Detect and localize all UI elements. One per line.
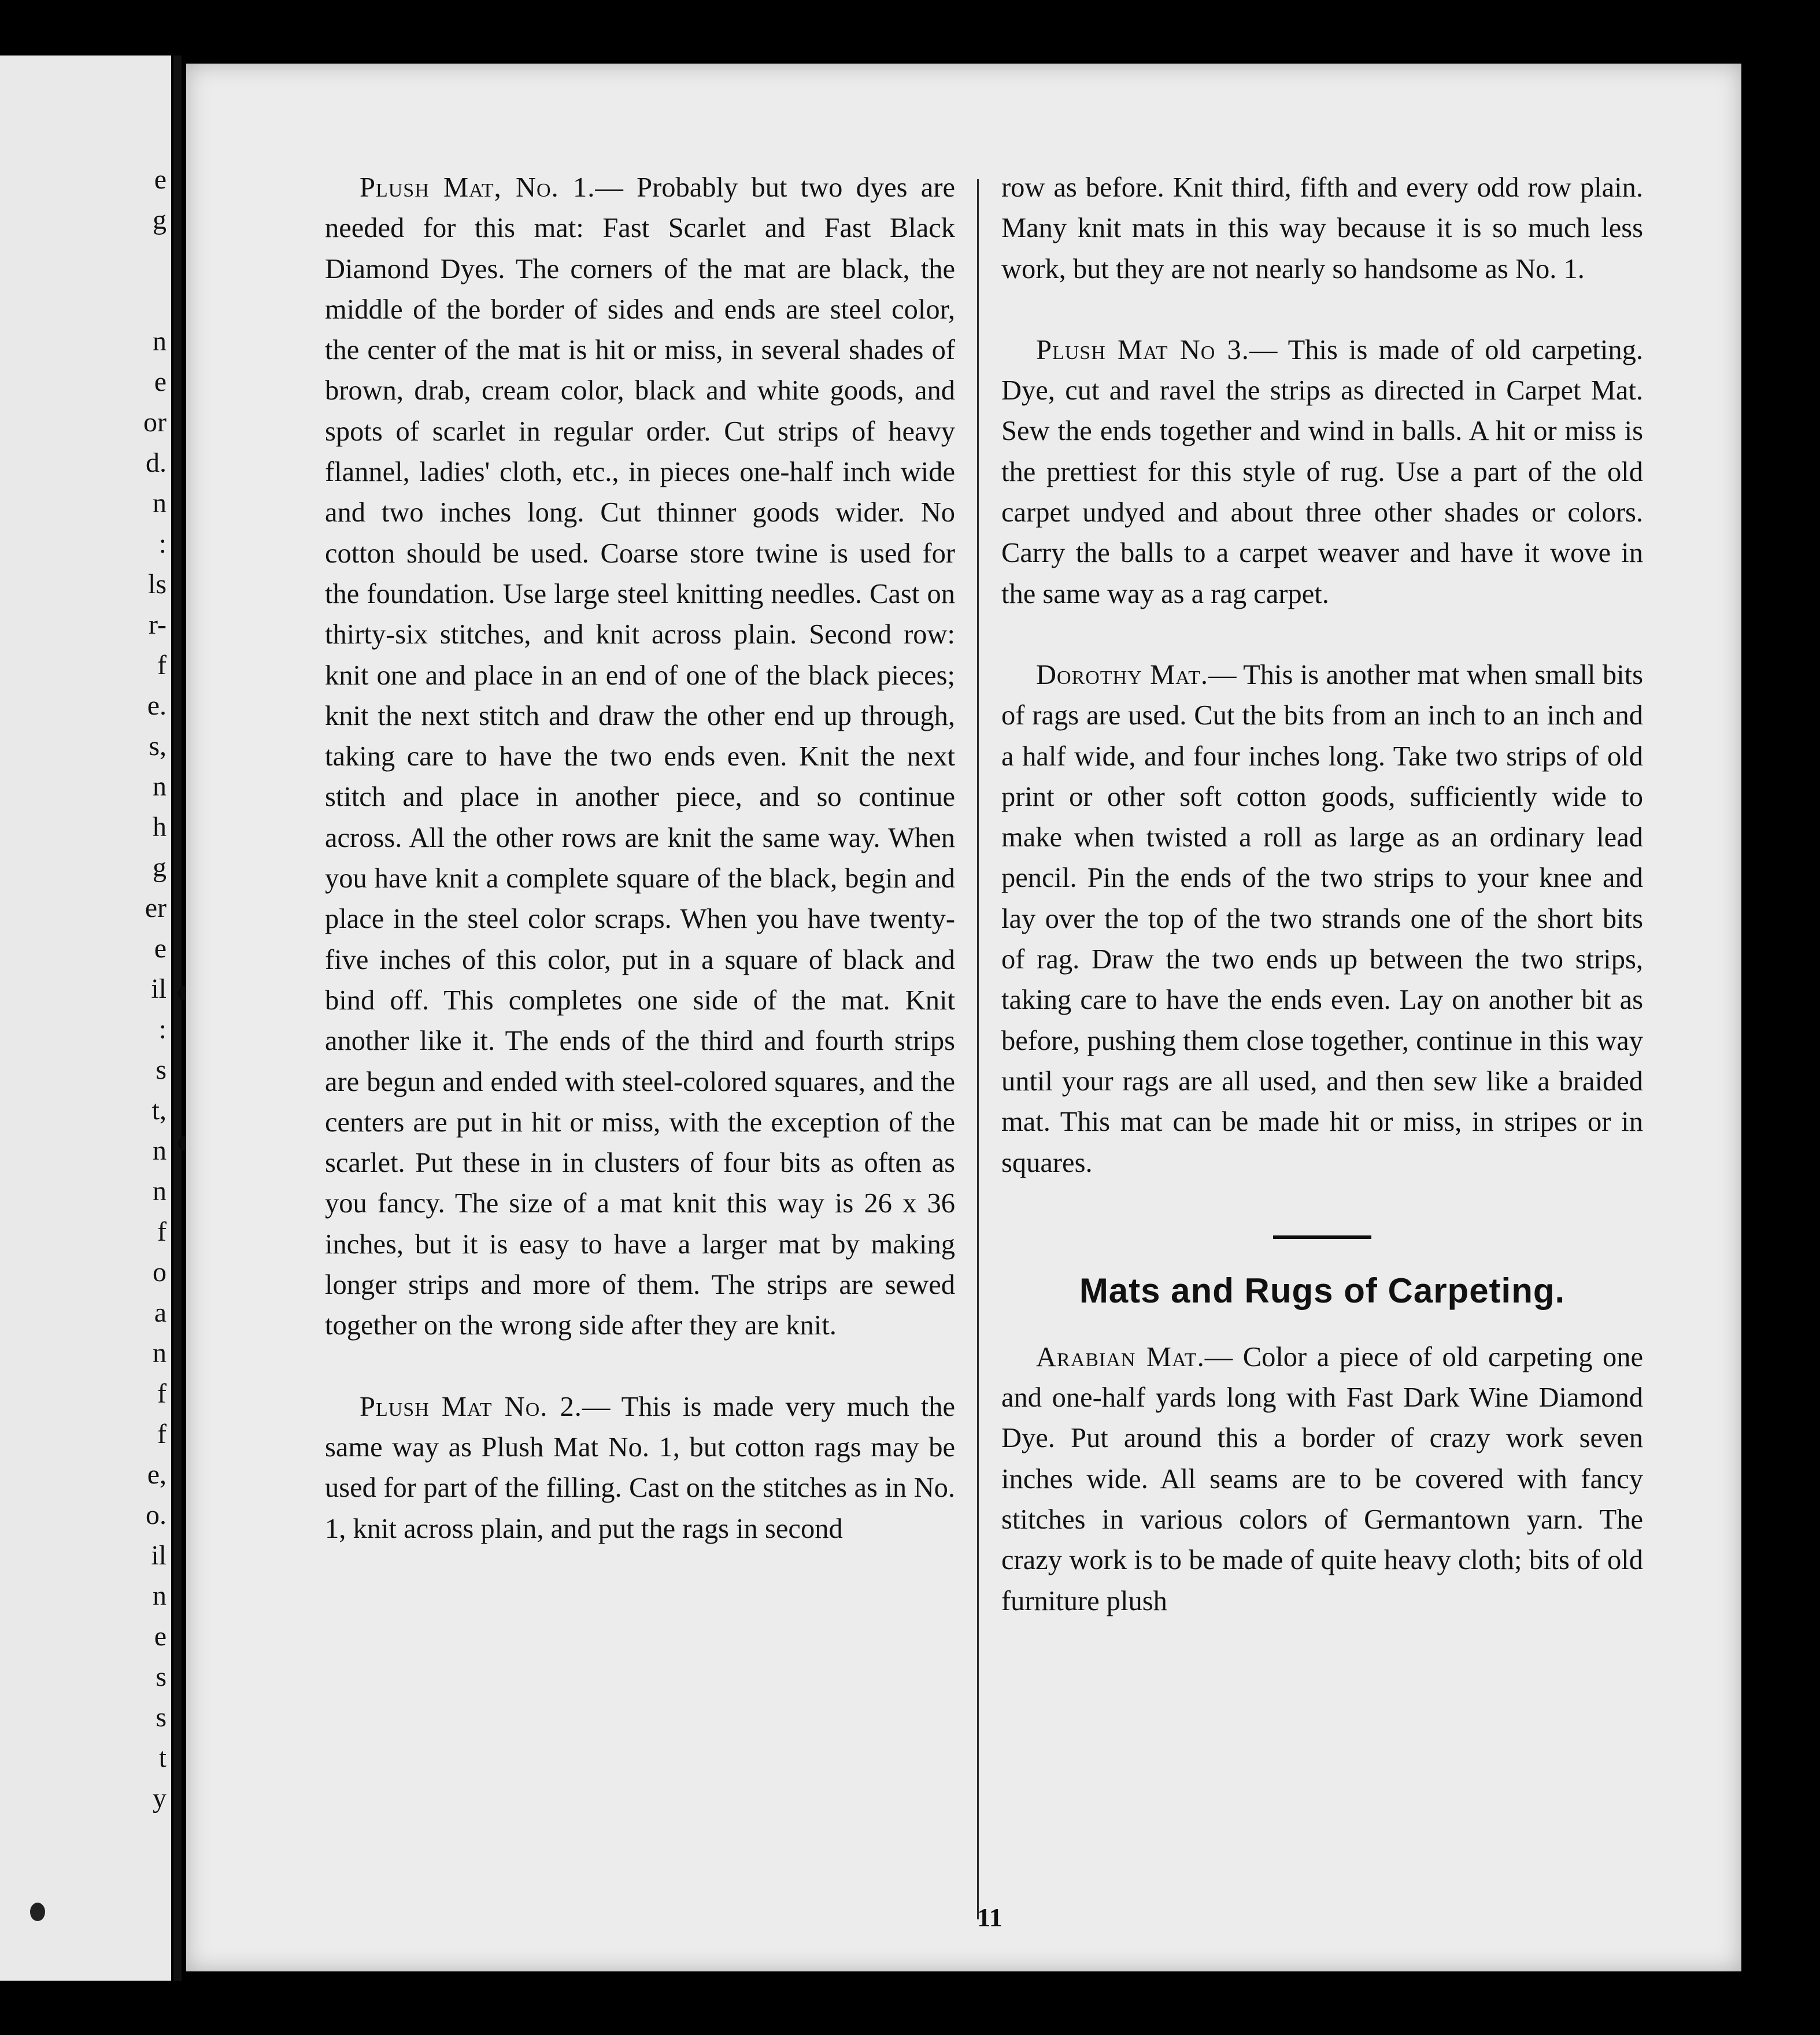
edge-letter: e bbox=[154, 367, 167, 397]
plush-mat-1-body: — Probably but two dyes are needed for this mat: Fast Scarlet and Fast Black Diamond Dyes. The corners of the mat are black, the middle of the border of sides and ends are steel color, the center of the mat is hit or miss, in several shades of brown, drab, cream color, black and white goods, and spots of scarlet in regular order. Cut strips of heavy flannel, ladies' cloth, etc., in pieces one-half inch wide and two inches long. Cut thinner goods wider. No cotton should be used. Coarse store twine is used for the foundation. Use large steel knitting needles. Cast on thirty-six stitches, and knit across plain. Second row: knit one and place in an end of one of the black pieces; knit the next stitch and draw the other end up through, taking care to have the two ends even. Knit the next stitch and place in another piece, and so continue across. All the other rows are knit the same way. When you have knit a complete square of the black, begin and place in the steel color scraps. When you have twenty-five inches of this color, put in a square of black and bind off. This completes one side of the mat. Knit another like it. The ends of the third and fourth strips are begun and ended with steel-colored squares, and the centers are put in hit or miss, with the exception of the scarlet. Put these in in clusters of four bits as often as you fancy. The size of a mat knit this way is 26 x 36 inches, but it is easy to have a larger mat by making longer strips and more of them. The strips are sewed together on the wrong side after they are knit. bbox=[325, 172, 955, 1341]
edge-letter: e, bbox=[147, 1459, 167, 1490]
edge-letter: d. bbox=[146, 447, 167, 478]
dorothy-mat-body: — This is another mat when small bits of rags are used. Cut the bits from an inch to an inch and a half wide, and four inches long. Take two strips of old print or other soft cotton goods, sufficiently wide to make when twisted a roll as large as an ordinary lead pencil. Pin the ends of the two strips to your knee and lay over the top of the two strands one of the short bits of rag. Draw the two ends up between the two strips, taking care to have the ends even. Lay on another bit as before, pushing them close together, continue in this way until your rags are all used, and then sew like a braided mat. This mat can be made hit or miss, in stripes or in squares. bbox=[1001, 659, 1643, 1178]
edge-letter: n bbox=[153, 488, 167, 519]
edge-letter: e bbox=[154, 1621, 167, 1652]
edge-letter: o. bbox=[146, 1500, 167, 1530]
edge-letter: t, bbox=[151, 1095, 167, 1126]
arabian-mat-paragraph bbox=[1001, 1337, 1643, 1622]
edge-letter: ls bbox=[147, 569, 167, 600]
edge-letter: f bbox=[157, 1216, 167, 1247]
edge-letter: : bbox=[158, 528, 167, 559]
edge-letter: n bbox=[153, 1581, 167, 1611]
dorothy-mat-paragraph bbox=[1001, 655, 1643, 1183]
page-number: 11 bbox=[977, 1903, 1003, 1932]
right-text-column bbox=[1001, 168, 1643, 1622]
edge-letter: n bbox=[153, 326, 167, 357]
edge-letter bbox=[132, 281, 167, 321]
edge-letter: t bbox=[158, 1742, 167, 1773]
plush-mat-3-paragraph bbox=[1001, 330, 1643, 615]
edge-letter: : bbox=[158, 1014, 167, 1045]
edge-letter: f bbox=[157, 1419, 167, 1449]
edge-letter: e. bbox=[147, 690, 167, 721]
edge-letter: il bbox=[151, 1540, 167, 1571]
arabian-mat-title: Arabian Mat. bbox=[1036, 1341, 1205, 1372]
plush-mat-3-title: Plush Mat No 3. bbox=[1036, 334, 1249, 365]
edge-letter: a bbox=[154, 1297, 167, 1328]
edge-letter: e bbox=[154, 933, 167, 964]
left-partial-page bbox=[0, 56, 171, 1981]
edge-letter: n bbox=[153, 1338, 167, 1368]
plush-mat-2-body: — This is made very much the same way as Plush Mat No. 1, but cotton rags may be used for part of the filling. Cast on the stitches as in No. 1, knit across plain, and put the rags in second bbox=[325, 1391, 955, 1544]
edge-letter: y bbox=[153, 1783, 167, 1814]
edge-letter: f bbox=[157, 1378, 167, 1409]
book-spine bbox=[173, 56, 182, 1981]
ink-blot bbox=[30, 1903, 45, 1921]
edge-letter: r- bbox=[148, 609, 167, 640]
plush-mat-1-title: Plush Mat, No. 1. bbox=[360, 172, 595, 203]
edge-letter: s bbox=[156, 1662, 167, 1692]
plush-mat-1-paragraph bbox=[325, 168, 955, 1346]
edge-letter: n bbox=[153, 1135, 167, 1166]
edge-letter: n bbox=[153, 771, 167, 802]
plush-mat-2-continuation: row as before. Knit third, fifth and every odd row plain. Many knit mats in this way because it is so much less work, but they are not nearly so handsome as No. 1. bbox=[1001, 172, 1643, 284]
plush-mat-2-title: Plush Mat No. 2. bbox=[360, 1391, 582, 1422]
edge-letter: e bbox=[154, 164, 167, 195]
edge-letter: o bbox=[153, 1257, 167, 1287]
edge-letter: s bbox=[156, 1054, 167, 1085]
arabian-mat-body: — Color a piece of old carpeting one and one-half yards long with Fast Dark Wine Diamond Dye. Put around this a border of crazy work seven inches wide. All seams are to be covered with fancy stitches in various colors of Germantown yarn. The crazy work is to be made of quite heavy cloth; bits of old furniture plush bbox=[1001, 1341, 1644, 1616]
edge-letter: er bbox=[145, 893, 167, 923]
edge-letter: h bbox=[153, 812, 167, 842]
edge-letter bbox=[132, 240, 167, 281]
edge-letter: g bbox=[153, 205, 167, 235]
section-heading: Mats and Rugs of Carpeting. bbox=[1079, 1271, 1566, 1310]
plush-mat-3-body: — This is made of old carpeting. Dye, cut and ravel the strips as directed in Carpet Mat. Sew the ends together and wind in balls. A hit or miss is the prettiest for this style of rug. Use a part of the old carpet undyed and about three other shades or colors. Carry the balls to a carpet weaver and have it wove in the same way as a rag carpet. bbox=[1001, 334, 1643, 609]
edge-letter: s, bbox=[149, 731, 167, 761]
edge-letter: n bbox=[153, 1176, 167, 1207]
plush-mat-2-paragraph bbox=[325, 1387, 955, 1549]
edge-letter: or bbox=[143, 407, 167, 438]
main-page bbox=[186, 64, 1741, 1971]
column-divider bbox=[977, 179, 979, 1919]
edge-letter: il bbox=[151, 974, 167, 1004]
left-page-edge-text bbox=[132, 160, 167, 1819]
edge-letter: f bbox=[157, 650, 167, 680]
dorothy-mat-title: Dorothy Mat. bbox=[1036, 659, 1208, 690]
edge-letter: s bbox=[156, 1702, 167, 1733]
left-text-column bbox=[325, 168, 955, 1549]
edge-letter: g bbox=[153, 852, 167, 883]
section-divider-rule bbox=[1273, 1235, 1371, 1239]
